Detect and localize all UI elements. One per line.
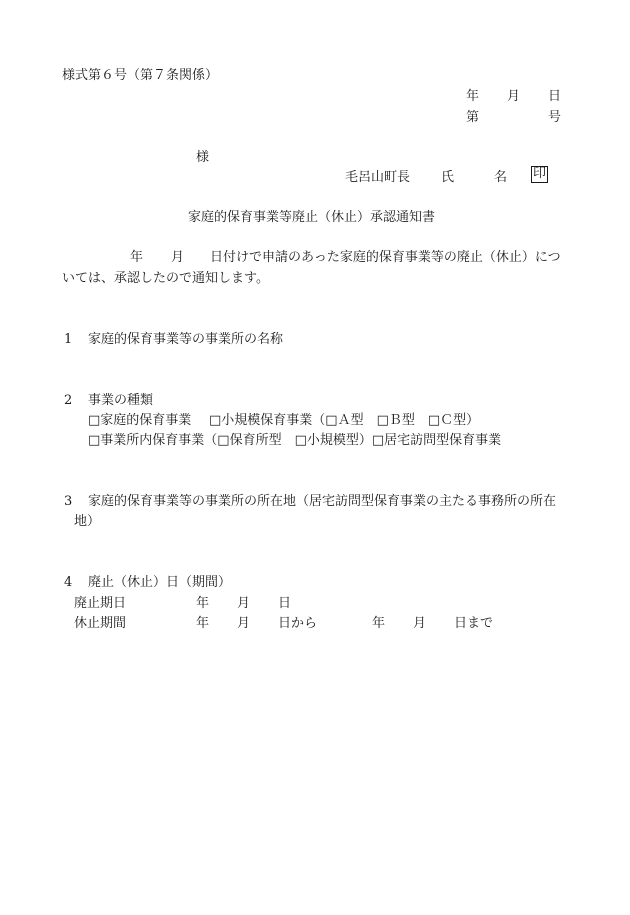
section-4-number: 4 (64, 575, 73, 590)
date-month-label: 月 (507, 89, 521, 104)
body-line1-text: 日付けで申請のあった家庭的保育事業等の廃止（休止）につ (210, 250, 561, 265)
body-year: 年 (130, 250, 144, 265)
business-type-workplace-and-home-visit: □事業所内保育事業（□保育所型 □小規模型）□居宅訪問型保育事業 (88, 433, 502, 448)
body-month: 月 (171, 250, 185, 265)
business-type-home-childcare: □家庭的保育事業 (88, 413, 192, 428)
issuer-title: 毛呂山町長 (345, 170, 411, 185)
issuer-name-label-2: 名 (494, 170, 508, 185)
suspend-end-year-label: 年 (372, 616, 386, 631)
section-3-label: 家庭的保育事業等の事業所の所在地（居宅訪問型保育事業の主たる事務所の所在 (88, 494, 557, 509)
document-title: 家庭的保育事業等廃止（休止）承認通知書 (188, 210, 436, 225)
date-year-label: 年 (466, 89, 480, 104)
section-3-label-continued: 地） (74, 514, 101, 529)
suspend-period-label: 休止期間 (74, 616, 127, 631)
suspend-start-day-label: 日から (278, 616, 318, 631)
form-id: 様式第６号（第７条関係） (62, 68, 219, 83)
doc-number-prefix: 第 (466, 110, 480, 125)
business-type-small-scale: □小規模保育事業（□Ａ型 □Ｂ型 □Ｃ型） (209, 413, 480, 428)
doc-number-suffix: 号 (548, 110, 562, 125)
abolish-year-label: 年 (196, 596, 210, 611)
suspend-start-year-label: 年 (196, 616, 210, 631)
section-2-number: 2 (64, 393, 73, 408)
abolish-day-label: 日 (278, 596, 292, 611)
section-4-label: 廃止（休止）日（期間） (88, 575, 232, 590)
addressee-honorific: 様 (196, 150, 210, 165)
body-line2-text: いては、承認したので通知します。 (62, 271, 269, 286)
section-3-number: 3 (64, 494, 73, 509)
issuer-name-label-1: 氏 (441, 170, 455, 185)
section-1-label: 家庭的保育事業等の事業所の名称 (88, 332, 284, 347)
seal-box (531, 166, 548, 183)
section-2-label: 事業の種類 (88, 393, 154, 408)
suspend-start-month-label: 月 (237, 616, 251, 631)
suspend-end-day-label: 日まで (454, 616, 494, 631)
date-day-label: 日 (548, 89, 562, 104)
section-1-number: 1 (64, 332, 73, 347)
suspend-end-month-label: 月 (413, 616, 427, 631)
seal-mark: 印 (533, 166, 547, 181)
abolish-date-label: 廃止期日 (74, 596, 127, 611)
abolish-month-label: 月 (237, 596, 251, 611)
